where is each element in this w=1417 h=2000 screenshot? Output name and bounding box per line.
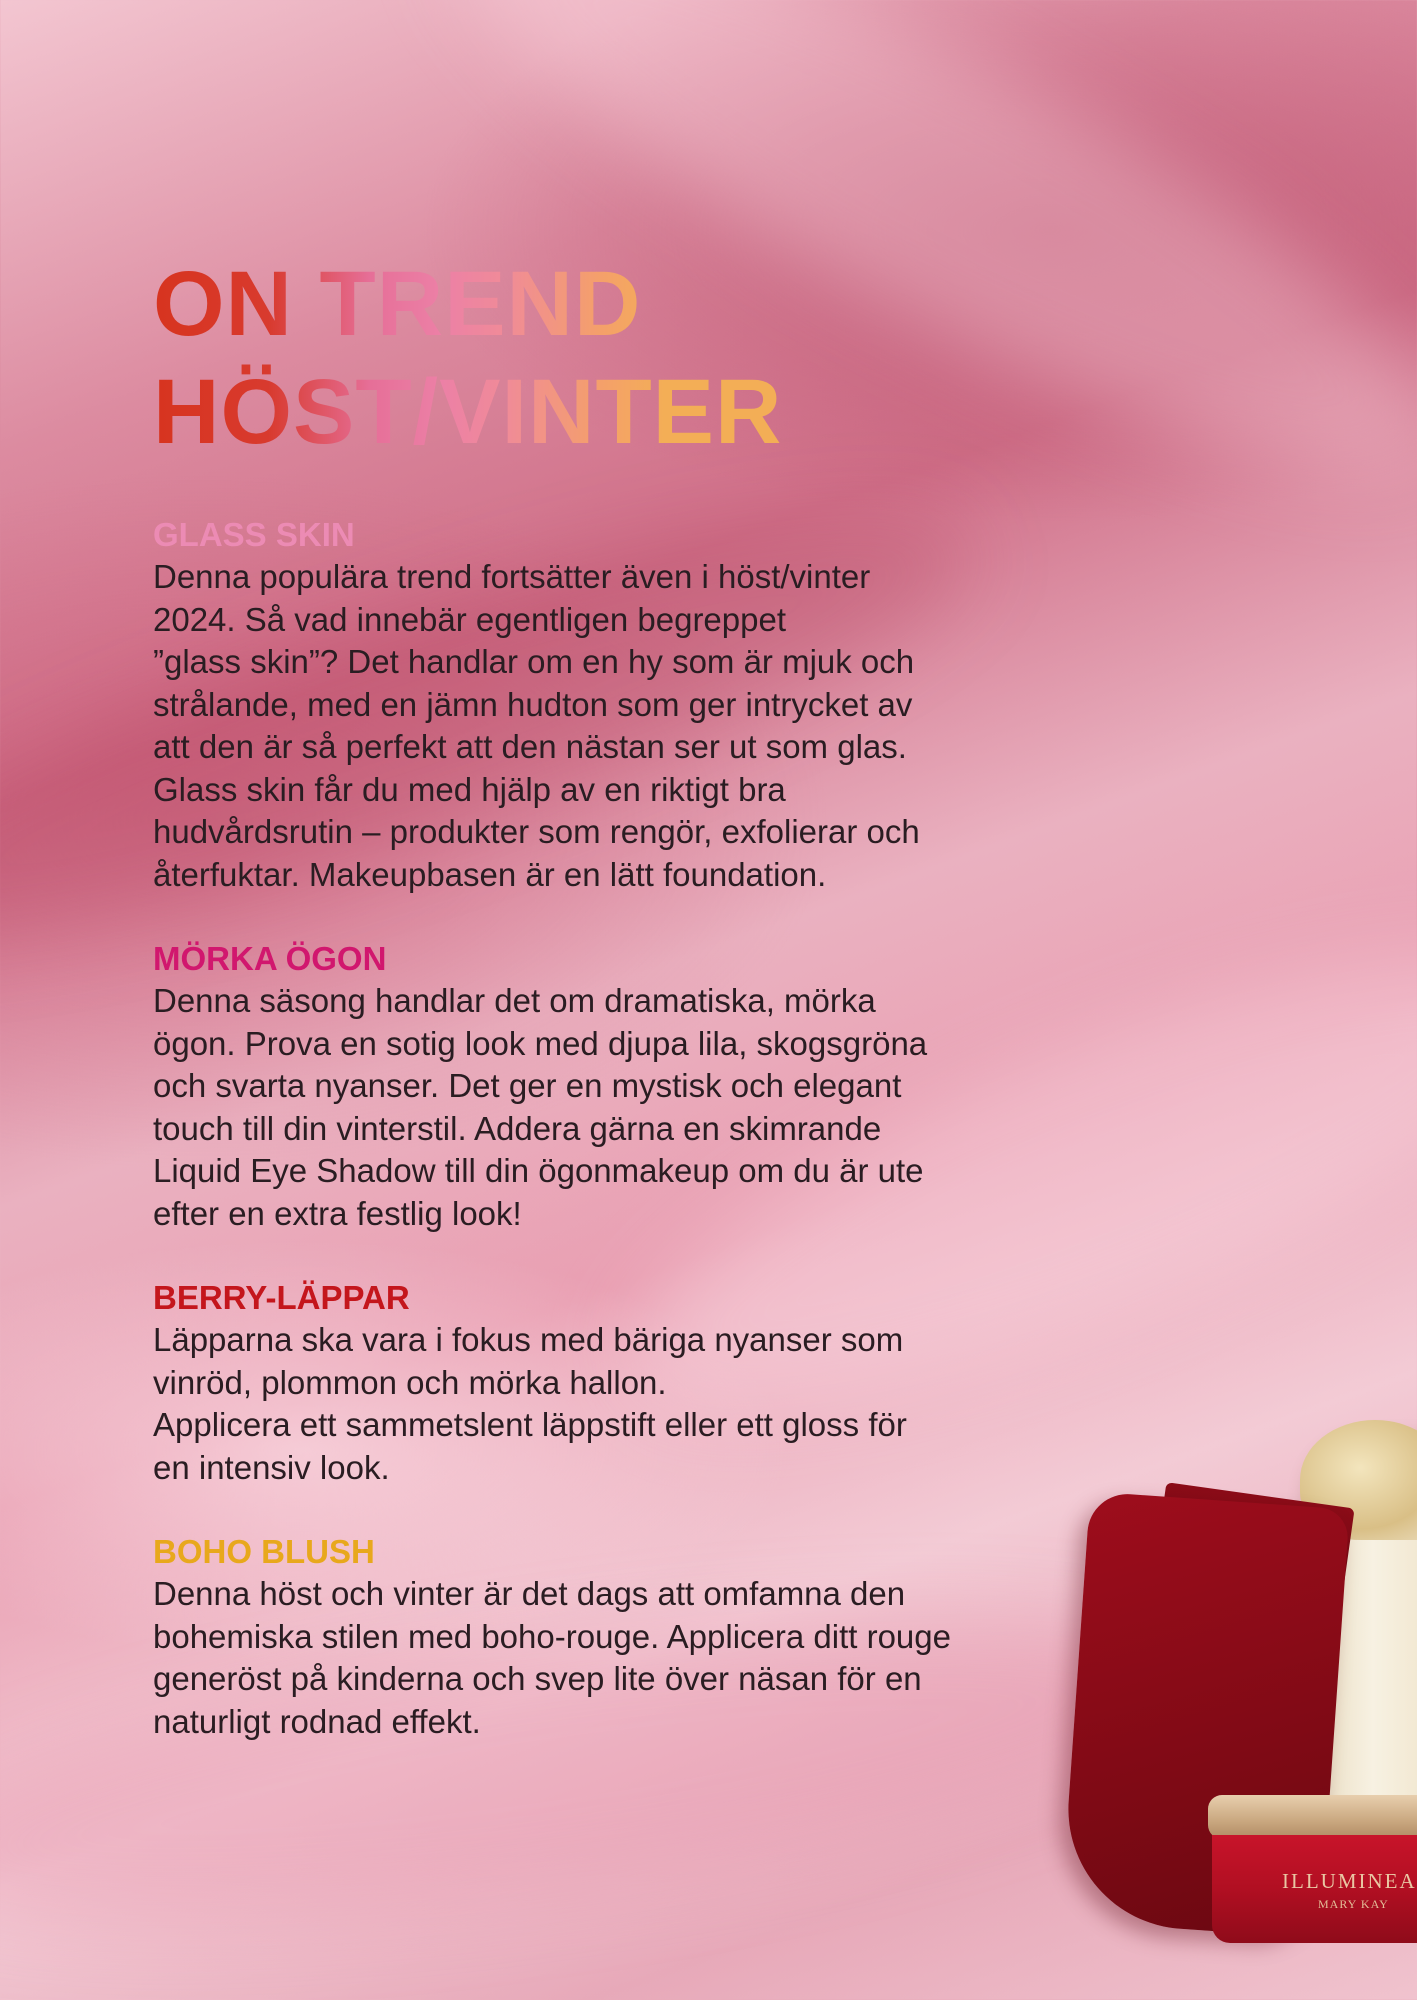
section-body: Denna säsong handlar det om dramatiska, mörka ögon. Prova en sotig look med djupa lila, skogsgröna och svarta nyanser. Det ger en mystisk och elegant touch till din vinterstil. Addera gärna en skimrande Liquid Eye Shadow till din ögonmakeup om du är ute efter en extra festlig look! (153, 982, 928, 1232)
section-body: Denna populära trend fortsätter även i höst/vinter 2024. Så vad innebär egentligen begreppet ”glass skin”? Det handlar om en hy som är mjuk och strålande, med en jämn hudton som ger intrycket av att den är så perfekt att den nästan ser ut som glas. Glass skin får du med hjälp av en riktigt bra hudvårdsrutin – produkter som rengör, exfolierar och återfuktar. Makeupbasen är en lätt foundation. (153, 558, 920, 893)
headline-line-2: HÖST/VINTER (153, 361, 783, 463)
article (153, 250, 1013, 1743)
section-title: GLASS SKIN (153, 516, 355, 553)
section-title: BOHO BLUSH (153, 1533, 375, 1570)
product-jar-lid (1208, 1795, 1417, 1839)
section-title: BERRY-LÄPPAR (153, 1279, 410, 1316)
product-jar (1208, 1795, 1417, 1945)
section-title: MÖRKA ÖGON (153, 940, 387, 977)
section-berry-lappar (153, 1277, 1013, 1489)
product-jar-brand: MARY KAY (1318, 1897, 1389, 1911)
section-body: Läpparna ska vara i fokus med bäriga nyanser som vinröd, plommon och mörka hallon. Applicera ett sammetslent läppstift eller ett gloss för en intensiv look. (153, 1321, 907, 1486)
product-jar-label: ILLUMINEA (1282, 1869, 1417, 1893)
section-body: Denna höst och vinter är det dags att omfamna den bohemiska stilen med boho-rouge. Applicera ditt rouge generöst på kinderna och svep lite över näsan för en naturligt rodnad effekt. (153, 1575, 951, 1740)
page-headline (153, 250, 793, 466)
section-boho-blush (153, 1531, 1013, 1743)
section-glass-skin (153, 514, 1013, 896)
section-morka-ogon (153, 938, 1013, 1235)
headline-line-1: ON TREND (153, 253, 642, 355)
